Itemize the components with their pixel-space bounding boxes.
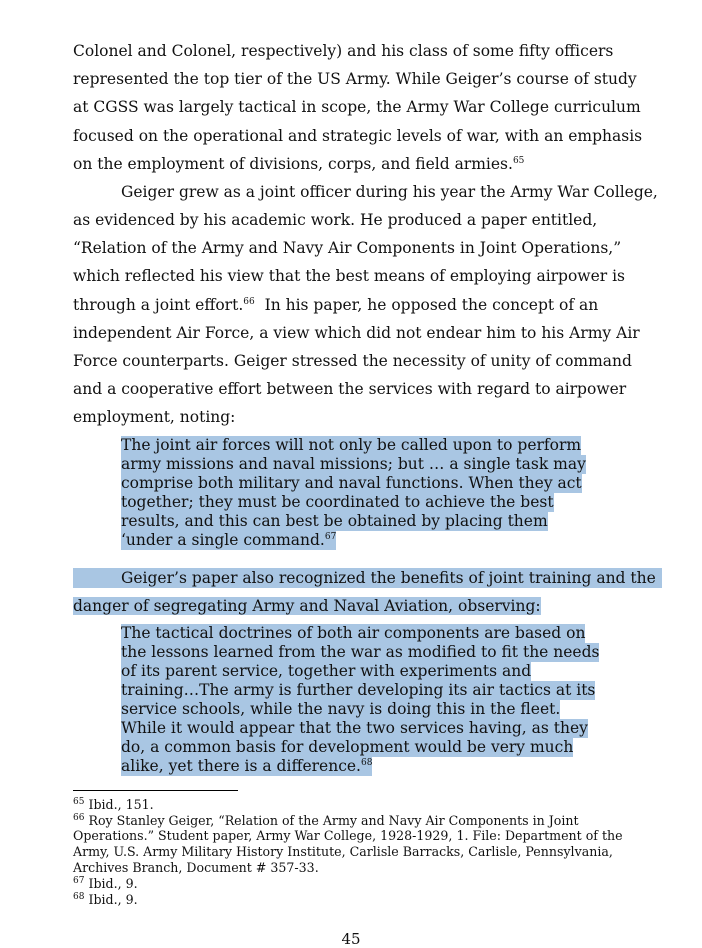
body-line: represented the top tier of the US Army. While Geiger’s course of study [73, 70, 637, 88]
footnote-number: 65 [73, 796, 85, 807]
block-quote-line[interactable]: training…The army is further developing its air tactics at its [121, 681, 596, 699]
footnote-text: Ibid., 151. [88, 797, 154, 812]
footnote-text: Ibid., 9. [88, 876, 138, 891]
block-quote-line[interactable]: The tactical doctrines of both air components are based on [121, 624, 586, 642]
footnote-67 [73, 876, 138, 892]
highlighted-text: Geiger’s paper also recognized the benefits of joint training and the [73, 568, 662, 588]
block-quote-line[interactable]: While it would appear that the two services having, as they [121, 719, 588, 737]
body-line: employment, noting: [73, 408, 236, 426]
footnote-ref[interactable]: 68 [360, 757, 373, 768]
block-quote-line[interactable]: do, a common basis for development would be very much [121, 738, 574, 756]
body-line: “Relation of the Army and Navy Air Components in Joint Operations,” [73, 239, 622, 257]
body-line: Force counterparts. Geiger stressed the necessity of unity of command [73, 352, 632, 370]
body-line: focused on the operational and strategic levels of war, with an emphasis [73, 127, 643, 145]
body-line: Colonel and Colonel, respectively) and his class of some fifty officers [73, 42, 614, 60]
body-line[interactable] [73, 568, 662, 588]
footnote-ref[interactable]: 66 [243, 296, 255, 307]
body-line: Geiger grew as a joint officer during his year the Army War College, [121, 183, 658, 201]
block-quote-line[interactable]: The joint air forces will not only be called upon to perform [121, 436, 582, 454]
block-quote-line[interactable] [121, 757, 372, 776]
body-line: as evidenced by his academic work. He produced a paper entitled, [73, 211, 598, 229]
block-quote-line[interactable]: service schools, while the navy is doing this in the fleet. [121, 700, 561, 718]
block-quote-text: alike, yet there is a difference. [121, 757, 361, 775]
footnote-ref[interactable]: 67 [324, 531, 337, 542]
footnote-66 [73, 813, 579, 829]
block-quote-line[interactable]: the lessons learned from the war as modified to fit the needs [121, 643, 600, 661]
footnote-separator [73, 790, 238, 791]
body-line [73, 295, 598, 315]
footnote-number: 66 [73, 812, 85, 823]
page-number: 45 [341, 930, 361, 948]
body-line: independent Air Force, a view which did not endear him to his Army Air [73, 324, 640, 342]
block-quote-line[interactable]: army missions and naval missions; but … a single task may [121, 455, 586, 473]
block-quote-line[interactable]: comprise both military and naval functions. When they act [121, 474, 582, 492]
footnote-number: 67 [73, 875, 85, 886]
footnote-66-cont: Operations.” Student paper, Army War College, 1928-1929, 1. File: Department of the [73, 828, 623, 843]
block-quote-line[interactable]: together; they must be coordinated to achieve the best [121, 493, 554, 511]
body-line: at CGSS was largely tactical in scope, the Army War College curriculum [73, 98, 641, 116]
body-text: In his paper, he opposed the concept of an [254, 296, 599, 314]
footnote-text: Roy Stanley Geiger, “Relation of the Army and Navy Air Components in Joint [88, 813, 579, 828]
footnote-ref[interactable]: 65 [512, 155, 525, 166]
footnote-66-cont: Archives Branch, Document # 357-33. [73, 860, 319, 875]
footnote-66-cont: Army, U.S. Army Military History Institute, Carlisle Barracks, Carlisle, Pennsylvania, [73, 844, 613, 859]
block-quote-text: ‘under a single command. [121, 531, 325, 549]
block-quote-line[interactable] [121, 531, 336, 550]
footnote-65 [73, 797, 154, 813]
body-text: on the employment of divisions, corps, and field armies. [73, 155, 513, 173]
highlighted-text: danger of segregating Army and Naval Aviation, observing: [73, 597, 541, 615]
footnote-number: 68 [73, 891, 85, 902]
footnote-text: Ibid., 9. [88, 892, 138, 907]
body-line [73, 154, 524, 174]
block-quote-line[interactable]: of its parent service, together with experiments and [121, 662, 532, 680]
body-line[interactable] [73, 596, 541, 616]
footnote-68 [73, 892, 138, 908]
block-quote-line[interactable]: results, and this can best be obtained by placing them [121, 512, 548, 530]
body-line: which reflected his view that the best means of employing airpower is [73, 267, 625, 285]
body-text: through a joint effort. [73, 296, 244, 314]
body-line: and a cooperative effort between the services with regard to airpower [73, 380, 627, 398]
